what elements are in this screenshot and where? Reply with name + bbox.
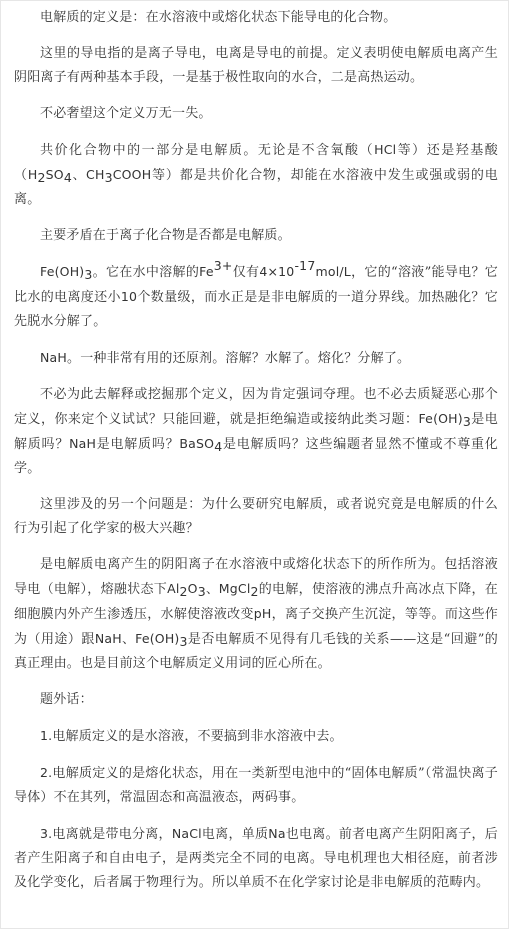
text-segment: COOH: [112, 167, 152, 182]
text-segment: 4: [214, 439, 223, 454]
text-segment: H: [27, 167, 38, 182]
text-segment: 不必奢望这个定义万无一失。: [40, 106, 212, 121]
text-segment: 的电解，使溶液的沸点升高冰点下降，在细胞膜内外产生渗透压，水解使溶液改变: [14, 582, 498, 622]
paragraph-sodium-hydride: [14, 346, 498, 371]
text-segment: -17: [294, 258, 316, 273]
text-segment: 3.: [40, 826, 53, 841]
text-segment: 2: [37, 170, 46, 185]
text-segment: CH: [86, 167, 105, 182]
article-body: [14, 6, 498, 907]
text-segment: 是电解质电离产生的阴阳离子在水溶液中或熔化状态下的所作所为。包括溶液导电（电解），熔融状态下: [14, 557, 498, 597]
text-segment: 。它在水中溶解的: [92, 265, 200, 280]
text-segment: 是电解质吗？: [96, 437, 180, 452]
text-segment: 是电解质吗？这些编题者显然不懂或不尊重化学。: [14, 437, 498, 476]
paragraph-not-perfect: [14, 102, 498, 126]
paragraph-behavior: [14, 553, 498, 676]
text-segment: 电解质的定义是：在水溶液中或熔化状态下能导电的化合物。: [40, 10, 397, 25]
text-segment: 这里的导电指的是离子导电，电离是导电的前提。定义表明使电解质电离产生阴阳离子有两种基本手段，一是基于极性取向的水合，二是高热运动。: [14, 46, 498, 85]
text-segment: Fe: [199, 264, 214, 279]
text-segment: 主要矛盾在于离子化合物是否都是电解质。: [40, 228, 291, 243]
text-segment: 3: [84, 267, 93, 282]
text-segment: 电离就是带电分离，: [52, 827, 172, 842]
text-segment: 、: [205, 581, 219, 596]
text-segment: SO: [45, 167, 64, 182]
paragraph-definition: [14, 6, 498, 30]
text-segment: O: [187, 581, 198, 596]
text-segment: 2: [250, 584, 259, 599]
text-segment: 也电离。前者电离产生阴阳离子，后者产生阳离子和自由电子，是两类完全不同的电离。导电机理也大相径庭，前者涉及化学变化，后者属于物理行为。所以单质不在化学家讨论是非电解质的范畴内。: [14, 827, 498, 890]
text-segment: HCl: [374, 142, 397, 157]
text-segment: Fe(OH): [418, 411, 463, 426]
text-segment: 10: [120, 289, 138, 304]
text-segment: 3+: [213, 258, 233, 273]
text-segment: pH: [253, 606, 272, 621]
text-segment: 、: [71, 167, 87, 182]
text-segment: 。一种非常有用的还原剂。溶解？水解了。熔化？分解了。: [67, 351, 411, 366]
text-segment: 共价化合物中的一部分是电解质。无论是不含氧酸（: [40, 143, 375, 158]
text-segment: 电解质定义的是水溶液，不要搞到非水溶液中去。: [52, 729, 343, 744]
text-segment: 等）都是共价化合物，却能在水溶液中发生或强或弱的电离。: [14, 168, 498, 207]
text-segment: NaH: [94, 631, 122, 646]
text-segment: 2.: [40, 765, 53, 780]
text-segment: NaH: [40, 350, 68, 365]
text-segment: ，它的“溶液”能导电？它比水的电离度还小: [14, 265, 498, 305]
paragraph-aside-3: [14, 822, 498, 895]
text-segment: 电解质定义的是熔化状态，用在一类新型电池中的“固体电解质”（常温快离子导体）不在其列，常温固态和高温液态，两码事。: [14, 766, 498, 805]
text-segment: mol/L: [315, 264, 351, 279]
text-segment: 等）还是羟基酸（: [14, 143, 498, 183]
text-segment: 、: [121, 631, 136, 646]
text-segment: 个数量级，而水正是是非电解质的一道分界线。加热融化？它先脱水分解了。: [14, 290, 498, 329]
text-segment: Fe(OH): [135, 631, 180, 646]
text-segment: 不必为此去解释或挖掘那个定义，因为肯定强词夺理。也不必去质疑恶心那个定义，你来定个义试试？只能回避，就是拒绝编造或接纳此类习题：: [14, 387, 498, 427]
text-segment: 3: [104, 170, 113, 185]
text-segment: 电离，单质: [201, 827, 269, 842]
paragraph-question: [14, 493, 498, 541]
text-segment: 2: [179, 584, 188, 599]
text-segment: 4×10: [259, 264, 295, 279]
text-segment: 仅有: [232, 265, 260, 280]
text-segment: 是电解质吗？: [14, 412, 498, 452]
paragraph-conduction: [14, 42, 498, 90]
text-segment: 3: [197, 584, 206, 599]
text-segment: 3: [462, 414, 472, 429]
text-segment: 题外话：: [40, 692, 93, 707]
text-segment: NaCl: [171, 826, 202, 841]
text-segment: Na: [268, 826, 286, 841]
paragraph-iron-hydroxide: [14, 260, 498, 334]
text-segment: ，离子交换产生沉淀，等等。而这些作为（用途）跟: [14, 607, 498, 647]
text-segment: 1.: [40, 728, 53, 743]
text-segment: 这里涉及的另一个问题是：为什么要研究电解质，或者说究竟是电解质的什么行为引起了化学家的极大兴趣？: [14, 497, 498, 536]
text-segment: BaSO: [179, 436, 215, 451]
paragraph-aside-2: [14, 761, 498, 810]
paragraph-main-contradiction: [14, 224, 498, 248]
text-segment: Fe(OH): [40, 264, 85, 279]
text-segment: 是否电解质不见得有几毛钱的关系——这是“回避”的真正理由。也是目前这个电解质定义用词的匠心所在。: [14, 632, 499, 671]
text-segment: MgCl: [218, 581, 251, 596]
text-segment: 4: [63, 170, 72, 185]
text-segment: 3: [179, 634, 188, 649]
paragraph-avoid: [14, 383, 498, 481]
paragraph-aside-title: [14, 688, 498, 712]
text-segment: NaH: [69, 436, 97, 451]
paragraph-covalent: [14, 138, 498, 212]
text-segment: Al: [167, 581, 180, 596]
paragraph-aside-1: [14, 724, 498, 749]
